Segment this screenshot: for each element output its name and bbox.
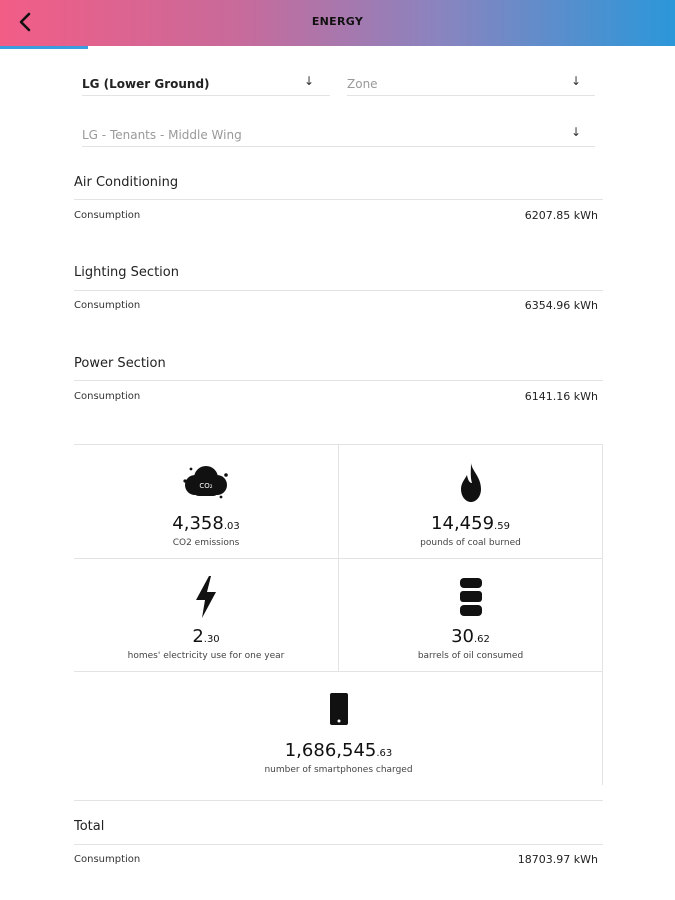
smartphones-value-int: 1,686,545 <box>284 740 377 761</box>
section-title-lighting: Lighting Section <box>74 265 179 280</box>
smartphone-icon <box>329 692 349 726</box>
coal-value-dec: .59 <box>494 521 510 532</box>
svg-text:CO₂: CO₂ <box>199 482 213 490</box>
consumption-value: 6354.96 kWh <box>524 299 598 312</box>
homes-label: homes' electricity use for one year <box>127 651 285 661</box>
co2-stat <box>74 445 338 558</box>
zone-select-placeholder: Zone <box>347 77 378 91</box>
lightning-icon <box>193 575 219 619</box>
arrow-down-icon: ↓ <box>570 74 581 88</box>
divider <box>74 290 603 291</box>
co2-cloud-icon <box>181 463 231 503</box>
oil-stat <box>339 559 602 671</box>
consumption-label: Consumption <box>74 391 141 402</box>
smartphones-stat <box>74 672 603 785</box>
area-select[interactable] <box>82 107 595 147</box>
divider <box>74 199 603 200</box>
co2-value-dec: .03 <box>223 521 240 532</box>
oil-value-dec: .62 <box>474 634 490 645</box>
homes-stat <box>74 559 338 671</box>
area-select-value: LG - Tenants - Middle Wing <box>82 128 242 142</box>
total-consumption-label: Consumption <box>74 854 141 865</box>
oil-value-int: 30 <box>451 626 474 647</box>
smartphones-value <box>74 740 603 761</box>
homes-value-int: 2 <box>192 626 204 647</box>
divider <box>74 380 603 381</box>
loading-progress-bar <box>0 46 88 49</box>
flame-icon <box>457 461 485 505</box>
app-bar <box>0 0 675 46</box>
floor-select[interactable] <box>82 56 330 96</box>
smartphones-value-dec: .63 <box>376 748 393 759</box>
homes-value <box>74 626 338 647</box>
divider <box>74 844 603 845</box>
equivalents-grid <box>74 444 603 784</box>
arrow-down-icon: ↓ <box>570 125 581 139</box>
oil-value <box>339 626 602 647</box>
coal-value-int: 14,459 <box>431 513 495 534</box>
co2-value-int: 4,358 <box>172 513 224 534</box>
section-title-air-conditioning: Air Conditioning <box>74 175 179 190</box>
section-title-power: Power Section <box>74 356 166 371</box>
arrow-down-icon: ↓ <box>303 74 314 88</box>
smartphones-label: number of smartphones charged <box>264 765 413 775</box>
coal-stat <box>339 445 602 558</box>
consumption-label: Consumption <box>74 300 141 311</box>
zone-select[interactable] <box>347 56 595 96</box>
coal-value <box>339 513 602 534</box>
oil-label: barrels of oil consumed <box>417 651 524 661</box>
page-title: ENERGY <box>311 15 364 28</box>
divider <box>74 800 603 801</box>
homes-value-dec: .30 <box>203 634 220 645</box>
co2-value <box>74 513 338 534</box>
barrel-icon <box>458 577 484 617</box>
floor-select-value: LG (Lower Ground) <box>82 77 210 91</box>
consumption-label: Consumption <box>74 210 141 221</box>
coal-label: pounds of coal burned <box>420 538 521 548</box>
co2-label: CO2 emissions <box>172 538 240 548</box>
consumption-value: 6207.85 kWh <box>524 209 598 222</box>
section-title-total: Total <box>74 819 105 834</box>
total-consumption-value: 18703.97 kWh <box>517 853 598 866</box>
consumption-value: 6141.16 kWh <box>524 390 598 403</box>
